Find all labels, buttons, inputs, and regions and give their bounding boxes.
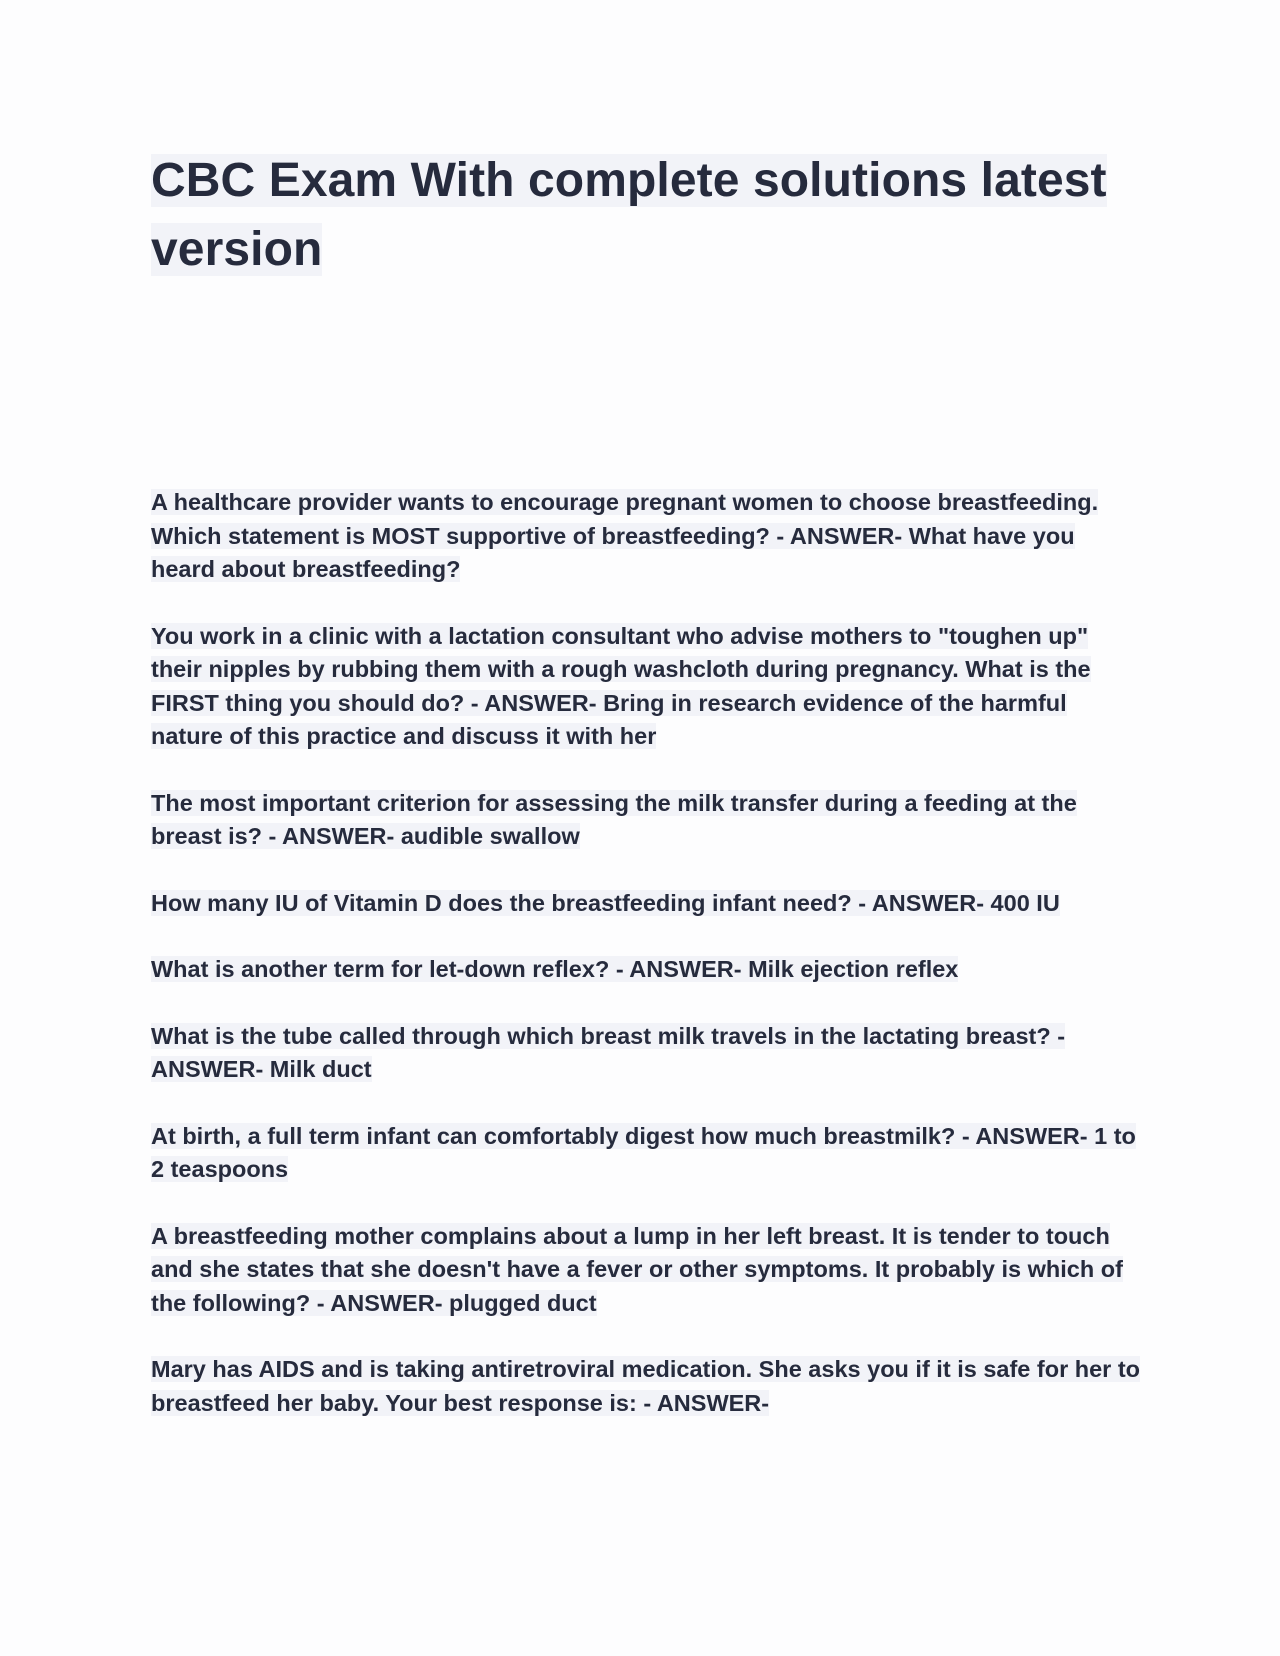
qa-text: What is another term for let-down reflex? - ANSWER- Milk ejection reflex (151, 956, 959, 982)
document-title-text: CBC Exam With complete solutions latest version (151, 154, 1107, 276)
qa-text: The most important criterion for assessing the milk transfer during a feeding at the breast is? - ANSWER- audible swallow (151, 789, 1077, 849)
qa-item-3 (151, 787, 1141, 854)
qa-item-7 (151, 1120, 1141, 1187)
qa-text: At birth, a full term infant can comfortably digest how much breastmilk? - ANSWER- 1 to 2 teaspoons (151, 1122, 1136, 1182)
qa-item-2 (151, 620, 1141, 754)
qa-item-9 (151, 1353, 1141, 1420)
qa-text: You work in a clinic with a lactation consultant who advise mothers to "toughen up" their nipples by rubbing them with a rough washcloth during pregnancy. What is the FIRST thing you should do? - ANSWER- Bring in research evidence of the harmful nature of this practice and discuss it with her (151, 622, 1091, 749)
qa-text: A breastfeeding mother complains about a lump in her left breast. It is tender to touch and she states that she doesn't have a fever or other symptoms. It probably is which of the following? - ANSWER- plugged duct (151, 1222, 1123, 1316)
qa-item-4 (151, 887, 1141, 921)
qa-item-1 (151, 486, 1141, 587)
qa-item-6 (151, 1020, 1141, 1087)
qa-text: How many IU of Vitamin D does the breastfeeding infant need? - ANSWER- 400 IU (151, 889, 1060, 916)
qa-text: What is the tube called through which breast milk travels in the lactating breast? - ANSWER- Milk duct (151, 1022, 1066, 1082)
qa-item-8 (151, 1220, 1141, 1321)
qa-item-5 (151, 953, 1141, 987)
qa-text: A healthcare provider wants to encourage pregnant women to choose breastfeeding. Which statement is MOST supportive of breastfeeding? - ANSWER- What have you heard about breastfeeding? (151, 489, 1099, 582)
qa-text: Mary has AIDS and is taking antiretroviral medication. She asks you if it is safe for her to breastfeed her baby. Your best response is: - ANSWER- (151, 1356, 1141, 1416)
document-title (151, 146, 1141, 284)
question-answer-list (151, 486, 1141, 1453)
